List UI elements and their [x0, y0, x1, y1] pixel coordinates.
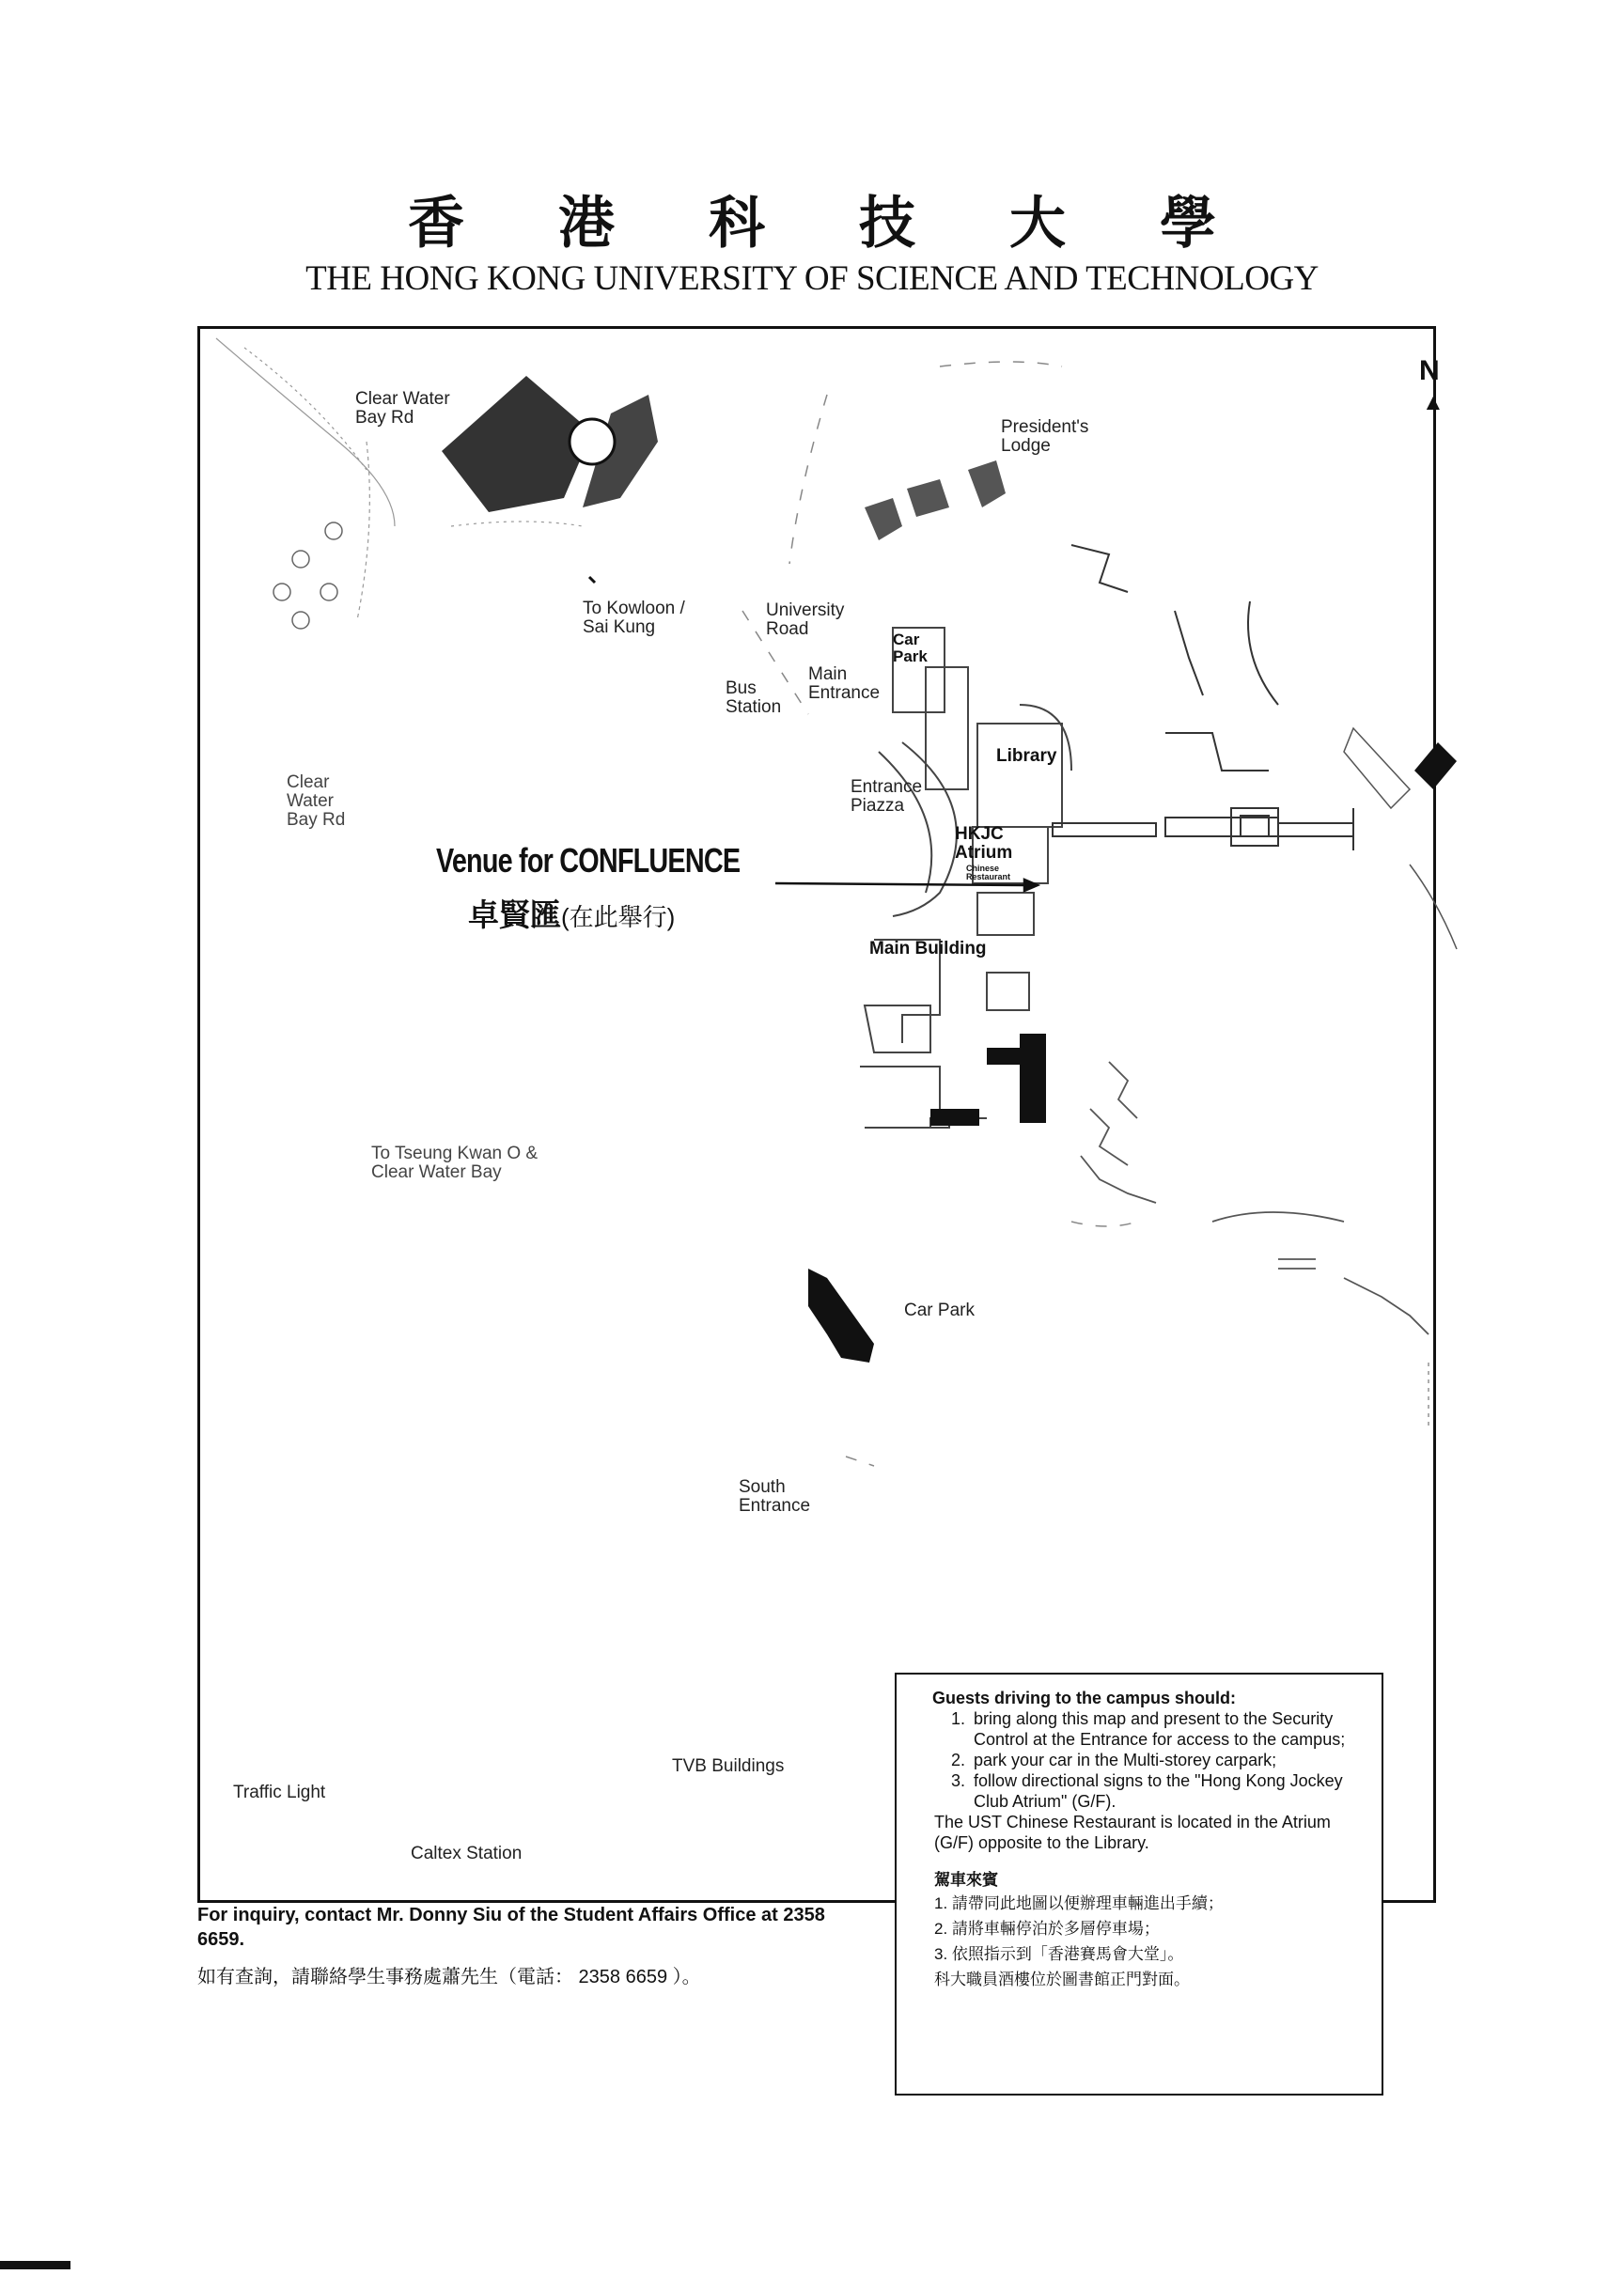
label-main-entrance: Main Entrance [808, 664, 881, 703]
inquiry-contact-chinese: 如有查詢，請聯絡學生事務處蕭先生（電話： 2358 6659 ）。 [197, 1967, 701, 1987]
list-item: 3. follow directional signs to the "Hong Kong Jockey Club Atrium" (G/F). [970, 1770, 1365, 1812]
presidents-lodge-buildings [865, 460, 1006, 540]
venue-note-chinese: (在此舉行) [561, 903, 676, 931]
label-tvb-buildings: TVB Buildings [672, 1756, 785, 1776]
label-clear-water-bay-rd-left: Clear Water Bay Rd [287, 772, 346, 830]
list-item: 1. 請帶同此地圖以便辦理車輛進出手續； [934, 1894, 1224, 1912]
label-traffic-light: Traffic Light [233, 1783, 326, 1802]
driving-instructions-heading-chinese: 駕車來賓 [934, 1871, 998, 1889]
east-block [1414, 742, 1457, 789]
list-item: 2. 請將車輛停泊於多層停車場； [934, 1920, 1160, 1938]
label-clear-water-bay-rd-top: Clear Water Bay Rd [355, 389, 450, 428]
driving-instructions-list [934, 1708, 1365, 1812]
label-caltex-station: Caltex Station [411, 1844, 523, 1863]
list-item: 3. 依照指示到「香港賽馬會大堂」。 [934, 1945, 1184, 1963]
trees [273, 522, 342, 629]
east-buildings [1071, 545, 1278, 771]
south-car-park-block [808, 1269, 874, 1363]
driving-instructions-heading: Guests driving to the campus should: [932, 1689, 1237, 1707]
label-to-kowloon: To Kowloon / Sai Kung [583, 599, 685, 637]
label-south-entrance: South Entrance [739, 1477, 811, 1516]
restaurant-note-chinese: 科大職員酒樓位於圖書館正門對面。 [934, 1971, 1190, 1988]
north-arrow-icon: ▲ [1422, 390, 1444, 415]
library-walkway [1053, 808, 1353, 850]
restaurant-note: The UST Chinese Restaurant is located in the Atrium (G/F) opposite to the Library. [934, 1813, 1331, 1852]
top-left-buildings [442, 376, 658, 512]
title-chinese: 香港科技大學 [408, 191, 1310, 257]
venue-title: Venue for CONFLUENCE [436, 841, 741, 880]
main-building-dark-blocks [930, 1034, 1046, 1126]
label-main-building: Main Building [869, 939, 987, 958]
page-edge-mark [0, 2261, 70, 2269]
label-to-tseung-kwan-o: To Tseung Kwan O & Clear Water Bay [371, 1144, 539, 1182]
southeast-buildings [1081, 1062, 1429, 1334]
title-english: THE HONG KONG UNIVERSITY OF SCIENCE AND TECHNOLOGY [305, 259, 1319, 298]
label-bus-station: Bus Station [726, 678, 782, 717]
north-label: N [1419, 355, 1440, 386]
label-presidents-lodge: President's Lodge [1001, 417, 1089, 456]
label-university-road: University Road [766, 600, 845, 639]
driving-instructions-box [895, 1673, 1383, 2096]
label-entrance-piazza: Entrance Piazza [851, 777, 923, 816]
list-item: 2. park your car in the Multi-storey carpark; [970, 1750, 1365, 1770]
label-car-park-top: Car Park [893, 631, 928, 665]
label-library: Library [996, 746, 1057, 766]
list-item: 1. bring along this map and present to the Security Control at the Entrance for access to the campus; [970, 1708, 1365, 1750]
inquiry-contact: For inquiry, contact Mr. Donny Siu of the Student Affairs Office at 2358 6659. [197, 1905, 825, 1950]
label-chinese-restaurant: Chinese Restaurant [966, 864, 1011, 881]
venue-title-chinese [468, 891, 675, 935]
venue-name-chinese: 卓賢匯 [468, 897, 561, 932]
label-hkjc-atrium: HKJC Atrium [955, 824, 1013, 863]
label-car-park-bottom: Car Park [904, 1301, 975, 1320]
